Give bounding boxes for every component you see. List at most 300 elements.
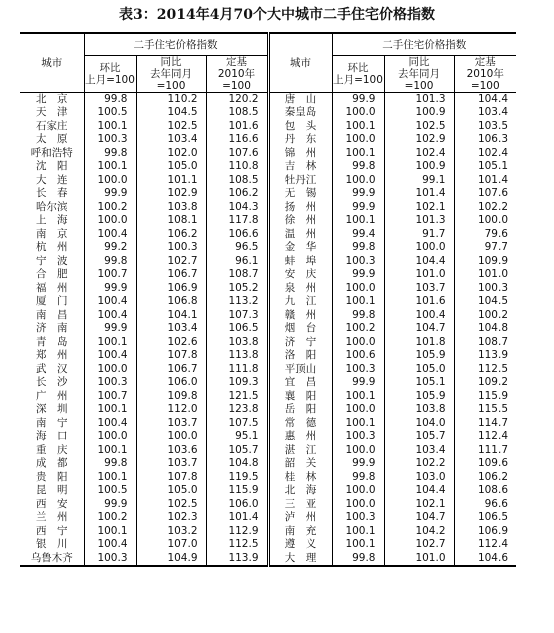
fixed-left-cell: 116.6 <box>206 133 268 147</box>
fixed-right-cell: 109.2 <box>477 376 508 388</box>
yoy-right-cell: 103.8 <box>384 403 454 417</box>
mom-right-cell: 100.1 <box>332 525 384 539</box>
yoy-left-cell: 105.0 <box>136 160 206 174</box>
table-row <box>20 295 516 309</box>
fixed-left-cell: 113.8 <box>206 349 268 363</box>
mom-right-cell: 100.0 <box>332 336 384 350</box>
mom-header-left: 环比 上月=100 <box>84 55 136 92</box>
city-left-cell: 合 肥 <box>20 268 84 282</box>
fixed-right-cell: 109.6 <box>477 457 508 469</box>
mom-left-cell: 100.4 <box>84 309 136 323</box>
fixed-right-cell: 111.7 <box>477 443 508 456</box>
mom-right-cell: 100.1 <box>332 147 384 161</box>
fixed-right-cell: 109.9 <box>477 254 508 267</box>
yoy-right-cell: 105.1 <box>384 376 454 390</box>
yoy-left-cell: 107.8 <box>136 349 206 363</box>
yoy-left-cell: 102.5 <box>136 120 206 134</box>
city-left-cell: 广 州 <box>20 390 84 404</box>
city-left-cell: 长 春 <box>20 187 84 201</box>
city-left-cell: 西 宁 <box>20 525 84 539</box>
city-left-cell: 太 原 <box>20 133 84 147</box>
table-row <box>20 309 516 323</box>
fixed-left-cell: 104.3 <box>206 201 268 215</box>
mom-left-cell: 99.2 <box>84 241 136 255</box>
fixed-right-cell: 100.0 <box>477 214 508 226</box>
mom-left-cell: 100.4 <box>84 538 136 552</box>
fixed-left-cell: 96.5 <box>206 241 268 255</box>
fixed-right-cell: 113.9 <box>477 349 508 361</box>
fixed-left-cell: 108.5 <box>206 174 268 188</box>
yoy-left-cell: 104.9 <box>136 552 206 567</box>
city-left-cell: 西 安 <box>20 498 84 512</box>
city-right-cell: 三 亚 <box>268 498 332 512</box>
table-row <box>20 336 516 350</box>
mom-left-cell: 100.1 <box>84 403 136 417</box>
table-row <box>20 255 516 269</box>
fixed-right-cell: 107.6 <box>477 187 508 199</box>
group-header-left: 二手住宅价格指数 <box>84 33 268 55</box>
city-left-cell: 天 津 <box>20 106 84 120</box>
city-right-cell: 平顶山 <box>268 363 332 377</box>
yoy-right-cell: 104.7 <box>384 511 454 525</box>
mom-right-cell: 100.0 <box>332 444 384 458</box>
city-left-cell: 哈尔滨 <box>20 201 84 215</box>
mom-right-cell: 100.1 <box>332 538 384 552</box>
mom-left-cell: 99.8 <box>84 147 136 161</box>
yoy-left-cell: 110.2 <box>136 92 206 106</box>
mom-left-cell: 100.0 <box>84 174 136 188</box>
mom-left-cell: 100.1 <box>84 471 136 485</box>
city-left-cell: 乌鲁木齐 <box>20 552 84 567</box>
city-left-cell: 郑 州 <box>20 349 84 363</box>
fixed-right-cell: 104.4 <box>477 92 508 105</box>
city-left-cell: 贵 阳 <box>20 471 84 485</box>
yoy-right-cell: 105.0 <box>384 363 454 377</box>
fixed-left-cell: 117.8 <box>206 214 268 228</box>
yoy-left-cell: 102.5 <box>136 498 206 512</box>
yoy-right-cell: 100.9 <box>384 106 454 120</box>
yoy-left-cell: 103.4 <box>136 133 206 147</box>
table-row <box>20 471 516 485</box>
mom-right-cell: 100.3 <box>332 363 384 377</box>
city-left-cell: 上 海 <box>20 214 84 228</box>
city-right-cell: 大 理 <box>268 552 332 567</box>
city-left-cell: 南 宁 <box>20 417 84 431</box>
yoy-left-cell: 103.6 <box>136 444 206 458</box>
table-row <box>20 498 516 512</box>
mom-right-cell: 99.8 <box>332 309 384 323</box>
yoy-right-cell: 104.4 <box>384 255 454 269</box>
fixed-left-cell: 105.2 <box>206 282 268 296</box>
fixed-right-cell: 96.6 <box>484 497 508 510</box>
table-body <box>20 92 516 566</box>
city-right-cell: 赣 州 <box>268 309 332 323</box>
fixed-left-cell: 106.5 <box>206 322 268 336</box>
table-row <box>20 538 516 552</box>
yoy-right-cell: 101.4 <box>384 187 454 201</box>
mom-left-cell: 100.4 <box>84 228 136 242</box>
fixed-left-cell: 107.6 <box>206 147 268 161</box>
fixed-right-cell: 97.7 <box>484 241 508 253</box>
fixed-left-cell: 108.7 <box>206 268 268 282</box>
city-right-cell: 丹 东 <box>268 133 332 147</box>
fixed-right-cell: 112.4 <box>477 538 508 550</box>
table-row <box>20 484 516 498</box>
city-right-cell: 韶 关 <box>268 457 332 471</box>
mom-header-right: 环比 上月=100 <box>332 55 384 92</box>
fixed-right-cell: 115.9 <box>477 389 508 402</box>
mom-right-cell: 100.1 <box>332 390 384 404</box>
yoy-right-cell: 102.9 <box>384 133 454 147</box>
yoy-left-cell: 103.2 <box>136 525 206 539</box>
mom-right-cell: 99.9 <box>332 376 384 390</box>
yoy-right-cell: 105.9 <box>384 390 454 404</box>
mom-right-cell: 100.0 <box>332 498 384 512</box>
mom-left-cell: 99.8 <box>84 255 136 269</box>
mom-left-cell: 100.1 <box>84 444 136 458</box>
yoy-right-cell: 99.1 <box>384 174 454 188</box>
fixed-right-cell: 112.5 <box>477 362 508 375</box>
fixed-left-cell: 107.3 <box>206 309 268 323</box>
city-header-right: 城市 <box>268 33 332 92</box>
yoy-left-cell: 109.8 <box>136 390 206 404</box>
mom-right-cell: 100.3 <box>332 511 384 525</box>
fixed-right-cell: 108.7 <box>477 335 508 348</box>
mom-left-cell: 100.1 <box>84 336 136 350</box>
fixed-left-cell: 111.8 <box>206 363 268 377</box>
table-row <box>20 376 516 390</box>
yoy-left-cell: 102.3 <box>136 511 206 525</box>
city-right-cell: 泸 州 <box>268 511 332 525</box>
fixed-left-cell: 107.5 <box>206 417 268 431</box>
city-left-cell: 昆 明 <box>20 484 84 498</box>
mom-right-cell: 100.1 <box>332 214 384 228</box>
city-left-cell: 海 口 <box>20 430 84 444</box>
yoy-right-cell: 101.3 <box>384 92 454 106</box>
table-row <box>20 322 516 336</box>
city-left-cell: 福 州 <box>20 282 84 296</box>
yoy-left-cell: 103.4 <box>136 322 206 336</box>
table-row <box>20 214 516 228</box>
yoy-left-cell: 102.9 <box>136 187 206 201</box>
yoy-right-cell: 101.6 <box>384 295 454 309</box>
yoy-left-cell: 112.0 <box>136 403 206 417</box>
fixed-right-cell: 104.5 <box>477 295 508 307</box>
city-left-cell: 呼和浩特 <box>20 147 84 161</box>
city-left-cell: 银 川 <box>20 538 84 552</box>
mom-right-cell: 99.9 <box>332 187 384 201</box>
mom-left-cell: 100.4 <box>84 417 136 431</box>
city-left-cell: 兰 州 <box>20 511 84 525</box>
mom-left-cell: 100.0 <box>84 363 136 377</box>
table-row <box>20 106 516 120</box>
yoy-right-cell: 105.7 <box>384 430 454 444</box>
fixed-right-cell: 101.4 <box>477 173 508 186</box>
mom-left-cell: 100.3 <box>84 552 136 567</box>
city-left-cell: 济 南 <box>20 322 84 336</box>
fixed-right-cell: 104.8 <box>477 322 508 334</box>
city-left-cell: 长 沙 <box>20 376 84 390</box>
fixed-left-cell: 113.9 <box>206 552 268 567</box>
fixed-left-cell: 112.9 <box>206 525 268 539</box>
yoy-left-cell: 103.7 <box>136 417 206 431</box>
city-right-cell: 温 州 <box>268 228 332 242</box>
table-row <box>20 282 516 296</box>
yoy-left-cell: 106.9 <box>136 282 206 296</box>
fixed-right-cell: 79.6 <box>484 227 508 240</box>
fixed-left-cell: 103.8 <box>206 336 268 350</box>
city-left-cell: 青 岛 <box>20 336 84 350</box>
fixed-right-cell: 106.3 <box>477 133 508 145</box>
city-left-cell: 沈 阳 <box>20 160 84 174</box>
fixed-left-cell: 115.9 <box>206 484 268 498</box>
table-row <box>20 403 516 417</box>
yoy-header-left: 同比 去年同月=100 <box>136 55 206 92</box>
fixed-header-left: 定基 2010年=100 <box>206 55 268 92</box>
table-row <box>20 241 516 255</box>
mom-left-cell: 99.9 <box>84 282 136 296</box>
yoy-right-cell: 100.9 <box>384 160 454 174</box>
city-right-cell: 岳 阳 <box>268 403 332 417</box>
fixed-right-cell: 101.0 <box>477 268 508 280</box>
city-right-cell: 唐 山 <box>268 92 332 106</box>
mom-right-cell: 100.0 <box>332 484 384 498</box>
city-right-cell: 宜 昌 <box>268 376 332 390</box>
table-row <box>20 390 516 404</box>
yoy-right-cell: 102.4 <box>384 147 454 161</box>
city-right-cell: 烟 台 <box>268 322 332 336</box>
mom-left-cell: 99.9 <box>84 187 136 201</box>
city-right-cell: 九 江 <box>268 295 332 309</box>
fixed-right-cell: 105.1 <box>477 160 508 172</box>
city-right-cell: 湛 江 <box>268 444 332 458</box>
city-left-cell: 大 连 <box>20 174 84 188</box>
fixed-left-cell: 101.6 <box>206 120 268 134</box>
city-right-cell: 蚌 埠 <box>268 255 332 269</box>
city-right-cell: 襄 阳 <box>268 390 332 404</box>
yoy-right-cell: 101.3 <box>384 214 454 228</box>
city-right-cell: 包 头 <box>268 120 332 134</box>
yoy-left-cell: 100.0 <box>136 430 206 444</box>
yoy-right-cell: 102.2 <box>384 457 454 471</box>
yoy-right-cell: 103.7 <box>384 282 454 296</box>
yoy-left-cell: 106.7 <box>136 268 206 282</box>
yoy-right-cell: 103.4 <box>384 444 454 458</box>
table-row <box>20 457 516 471</box>
city-left-cell: 石家庄 <box>20 120 84 134</box>
mom-right-cell: 100.1 <box>332 295 384 309</box>
fixed-right-cell: 102.2 <box>477 200 508 213</box>
table-row <box>20 417 516 431</box>
fixed-header-right: 定基 2010年=100 <box>454 55 516 92</box>
yoy-right-cell: 100.0 <box>384 241 454 255</box>
yoy-header-right: 同比 去年同月=100 <box>384 55 454 92</box>
yoy-right-cell: 102.1 <box>384 498 454 512</box>
yoy-left-cell: 107.0 <box>136 538 206 552</box>
mom-left-cell: 100.3 <box>84 133 136 147</box>
fixed-right-cell: 104.6 <box>454 552 516 567</box>
mom-left-cell: 100.0 <box>84 214 136 228</box>
table-row <box>20 268 516 282</box>
mom-left-cell: 100.7 <box>84 268 136 282</box>
fixed-left-cell: 109.3 <box>206 376 268 390</box>
fixed-right-cell: 100.3 <box>477 281 508 294</box>
fixed-left-cell: 106.0 <box>206 498 268 512</box>
yoy-left-cell: 100.3 <box>136 241 206 255</box>
mom-left-cell: 100.1 <box>84 120 136 134</box>
yoy-left-cell: 105.0 <box>136 484 206 498</box>
mom-right-cell: 100.0 <box>332 106 384 120</box>
fixed-right-cell: 112.4 <box>477 430 508 442</box>
fixed-left-cell: 121.5 <box>206 390 268 404</box>
yoy-left-cell: 101.1 <box>136 174 206 188</box>
fixed-left-cell: 104.8 <box>206 457 268 471</box>
mom-left-cell: 100.1 <box>84 525 136 539</box>
yoy-right-cell: 101.8 <box>384 336 454 350</box>
table-row <box>20 552 516 567</box>
yoy-right-cell: 104.7 <box>384 322 454 336</box>
yoy-left-cell: 107.8 <box>136 471 206 485</box>
mom-right-cell: 100.3 <box>332 255 384 269</box>
yoy-left-cell: 102.0 <box>136 147 206 161</box>
yoy-right-cell: 102.7 <box>384 538 454 552</box>
city-left-cell: 厦 门 <box>20 295 84 309</box>
yoy-right-cell: 102.1 <box>384 201 454 215</box>
mom-left-cell: 100.2 <box>84 511 136 525</box>
city-right-cell: 徐 州 <box>268 214 332 228</box>
city-left-cell: 北 京 <box>20 92 84 106</box>
city-left-cell: 南 昌 <box>20 309 84 323</box>
fixed-left-cell: 108.5 <box>206 106 268 120</box>
mom-left-cell: 100.1 <box>84 160 136 174</box>
fixed-right-cell: 114.7 <box>477 416 508 429</box>
mom-right-cell: 100.0 <box>332 282 384 296</box>
table-row <box>20 525 516 539</box>
yoy-left-cell: 106.0 <box>136 376 206 390</box>
city-right-cell: 济 宁 <box>268 336 332 350</box>
city-right-cell: 惠 州 <box>268 430 332 444</box>
mom-left-cell: 100.7 <box>84 390 136 404</box>
mom-right-cell: 99.8 <box>332 241 384 255</box>
city-right-cell: 秦皇岛 <box>268 106 332 120</box>
mom-left-cell: 99.8 <box>84 457 136 471</box>
yoy-right-cell: 104.4 <box>384 484 454 498</box>
fixed-left-cell: 120.2 <box>206 92 268 106</box>
city-header-left: 城市 <box>20 33 84 92</box>
fixed-left-cell: 119.5 <box>206 471 268 485</box>
city-right-cell: 金 华 <box>268 241 332 255</box>
mom-right-cell: 100.0 <box>332 403 384 417</box>
mom-left-cell: 100.3 <box>84 376 136 390</box>
city-right-cell: 洛 阳 <box>268 349 332 363</box>
yoy-left-cell: 103.7 <box>136 457 206 471</box>
fixed-right-cell: 106.5 <box>477 511 508 523</box>
mom-left-cell: 100.5 <box>84 106 136 120</box>
table-row <box>20 444 516 458</box>
yoy-left-cell: 108.1 <box>136 214 206 228</box>
fixed-left-cell: 106.6 <box>206 228 268 242</box>
fixed-left-cell: 95.1 <box>206 430 268 444</box>
yoy-left-cell: 106.7 <box>136 363 206 377</box>
fixed-right-cell: 103.5 <box>477 119 508 132</box>
fixed-right-cell: 108.6 <box>477 484 508 496</box>
mom-left-cell: 99.9 <box>84 322 136 336</box>
yoy-right-cell: 101.0 <box>384 268 454 282</box>
table-row <box>20 430 516 444</box>
yoy-left-cell: 104.1 <box>136 309 206 323</box>
mom-right-cell: 99.9 <box>332 92 384 106</box>
fixed-left-cell: 110.8 <box>206 160 268 174</box>
yoy-right-cell: 100.4 <box>384 309 454 323</box>
city-right-cell: 泉 州 <box>268 282 332 296</box>
mom-right-cell: 100.1 <box>332 417 384 431</box>
table-row <box>20 133 516 147</box>
mom-left-cell: 99.8 <box>84 92 136 106</box>
mom-left-cell: 100.4 <box>84 349 136 363</box>
mom-right-cell: 99.8 <box>332 160 384 174</box>
fixed-right-cell: 115.5 <box>477 403 508 415</box>
fixed-left-cell: 123.8 <box>206 403 268 417</box>
fixed-right-cell: 106.9 <box>477 524 508 537</box>
table-row <box>20 363 516 377</box>
table-row <box>20 511 516 525</box>
city-right-cell: 遵 义 <box>268 538 332 552</box>
table-row <box>20 349 516 363</box>
mom-right-cell: 99.9 <box>332 201 384 215</box>
fixed-left-cell: 106.2 <box>206 187 268 201</box>
fixed-right-cell: 100.2 <box>477 308 508 321</box>
city-left-cell: 成 都 <box>20 457 84 471</box>
city-right-cell: 安 庆 <box>268 268 332 282</box>
yoy-right-cell: 103.0 <box>384 471 454 485</box>
city-right-cell: 无 锡 <box>268 187 332 201</box>
fixed-left-cell: 112.5 <box>206 538 268 552</box>
mom-right-cell: 99.9 <box>332 268 384 282</box>
yoy-left-cell: 102.7 <box>136 255 206 269</box>
table-row <box>20 160 516 174</box>
table-row <box>20 147 516 161</box>
mom-right-cell: 100.3 <box>332 430 384 444</box>
fixed-right-cell: 103.4 <box>477 106 508 118</box>
mom-right-cell: 100.6 <box>332 349 384 363</box>
yoy-right-cell: 101.0 <box>384 552 454 567</box>
group-header-right: 二手住宅价格指数 <box>332 33 516 55</box>
mom-left-cell: 100.5 <box>84 484 136 498</box>
city-right-cell: 牡丹江 <box>268 174 332 188</box>
mom-left-cell: 100.2 <box>84 201 136 215</box>
table-row <box>20 228 516 242</box>
table-title: 表3：2014年4月70个大中城市二手住宅价格指数 <box>119 7 435 23</box>
table-row <box>20 120 516 134</box>
yoy-left-cell: 103.8 <box>136 201 206 215</box>
mom-left-cell: 99.9 <box>84 498 136 512</box>
mom-right-cell: 100.2 <box>332 322 384 336</box>
fixed-right-cell: 106.2 <box>477 470 508 483</box>
city-right-cell: 北 海 <box>268 484 332 498</box>
fixed-left-cell: 105.7 <box>206 444 268 458</box>
city-right-cell: 吉 林 <box>268 160 332 174</box>
table-row <box>20 201 516 215</box>
city-left-cell: 杭 州 <box>20 241 84 255</box>
city-left-cell: 宁 波 <box>20 255 84 269</box>
yoy-right-cell: 104.2 <box>384 525 454 539</box>
city-right-cell: 桂 林 <box>268 471 332 485</box>
table-row <box>20 187 516 201</box>
city-right-cell: 常 德 <box>268 417 332 431</box>
mom-left-cell: 100.0 <box>84 430 136 444</box>
city-left-cell: 武 汉 <box>20 363 84 377</box>
mom-right-cell: 99.4 <box>332 228 384 242</box>
